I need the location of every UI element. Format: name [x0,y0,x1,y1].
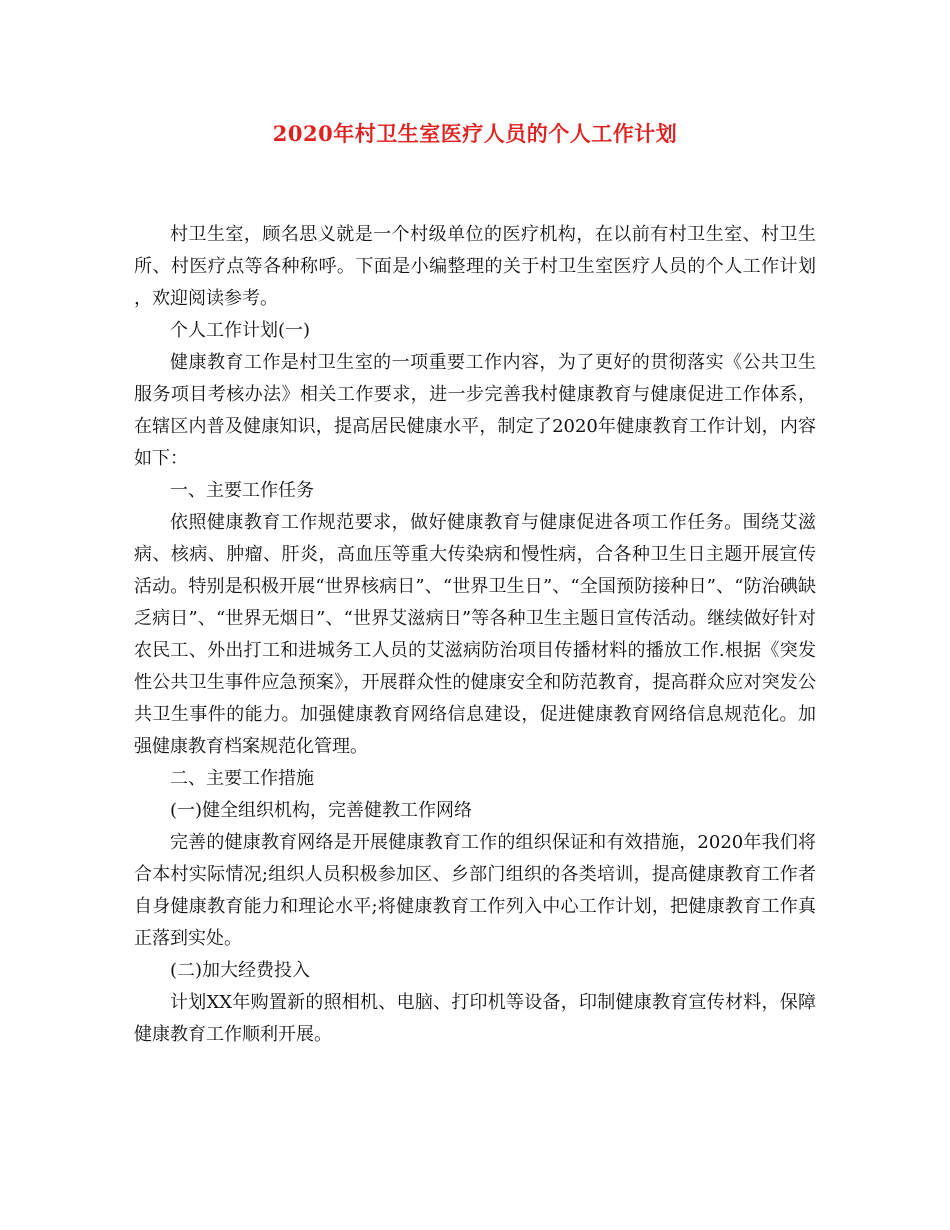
paragraph-organization: 完善的健康教育网络是开展健康教育工作的组织保证和有效措施，2020年我们将合本村实际情况;组织人员积极参加区、乡部门组织的各类培训，提高健康教育工作者自身健康教育能力和理论水平;将健康教育工作列入中心工作计划，把健康教育工作真正落到实处。 [134,832,816,949]
paragraph-funding: 计划XX年购置新的照相机、电脑、打印机等设备，印制健康教育宣传材料，保障健康教育工作顺利开展。 [134,992,816,1045]
document-body [134,219,816,1051]
document-title: 2020年村卫生室医疗人员的个人工作计划 [272,121,678,146]
section-heading-main-measures: 二、主要工作措施 [170,768,314,789]
section-heading-plan-one: 个人工作计划(一) [170,320,311,341]
subheading-organization: (一)健全组织机构，完善健教工作网络 [170,800,473,821]
section-heading-main-tasks: 一、主要工作任务 [170,480,314,501]
paragraph-intro: 村卫生室，顾名思义就是一个村级单位的医疗机构，在以前有村卫生室、村卫生所、村医疗点等各种称呼。下面是小编整理的关于村卫生室医疗人员的个人工作计划，欢迎阅读参考。 [134,224,816,309]
paragraph-main-tasks: 依照健康教育工作规范要求，做好健康教育与健康促进各项工作任务。围绕艾滋病、核病、肿瘤、肝炎，高血压等重大传染病和慢性病，合各种卫生日主题开展宣传活动。特别是积极开展“世界核病日”、“世界卫生日”、“全国预防接种日”、“防治碘缺乏病日”、“世界无烟日”、“世界艾滋病日”等各种卫生主题日宣传活动。继续做好针对农民工、外出打工和进城务工人员的艾滋病防治项目传播材料的播放工作.根据《突发性公共卫生事件应急预案》，开展群众性的健康安全和防范教育，提高群众应对突发公共卫生事件的能力。加强健康教育网络信息建设，促进健康教育网络信息规范化。加强健康教育档案规范化管理。 [134,512,816,757]
subheading-funding: (二)加大经费投入 [170,960,311,981]
paragraph-health-education: 健康教育工作是村卫生室的一项重要工作内容，为了更好的贯彻落实《公共卫生服务项目考核办法》相关工作要求，进一步完善我村健康教育与健康促进工作体系，在辖区内普及健康知识，提高居民健康水平，制定了2020年健康教育工作计划，内容如下： [134,352,816,469]
